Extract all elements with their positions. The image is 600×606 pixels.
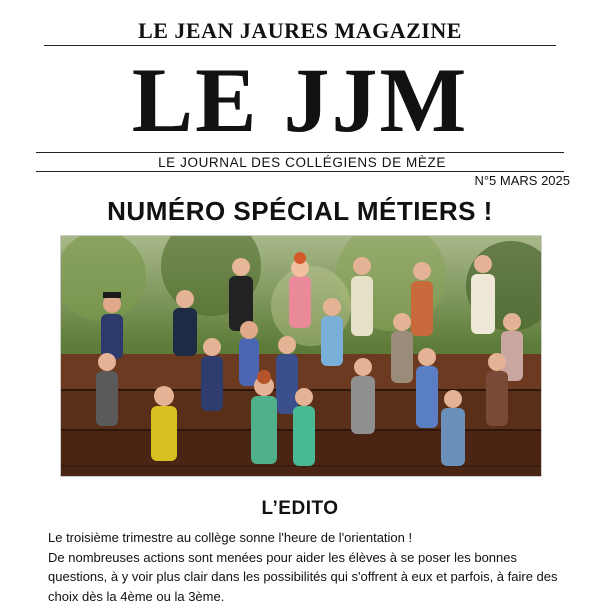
publication-name: LE JEAN JAURES MAGAZINE (138, 18, 462, 43)
edito-title: L’EDITO (261, 498, 339, 519)
edito-paragraph: Le troisième trimestre au collège sonne l'heure de l'orientation ! (48, 530, 413, 545)
cover-photo (60, 235, 542, 477)
top-divider (44, 45, 556, 46)
figurines-photo-icon (61, 236, 541, 476)
subtitle-top-divider (36, 152, 564, 153)
magazine-logo: LE JJM (131, 49, 469, 151)
subtitle-bottom-divider (36, 171, 564, 172)
magazine-subtitle: LE JOURNAL DES COLLÉGIENS DE MÈZE (158, 155, 446, 170)
edito-body (48, 528, 568, 606)
edito-paragraph: De nombreuses actions sont menées pour aider les élèves à se poser les bonnes questions, à y voir plus clair dans les possibilités qui s'offrent à eux et parfois, à faire des choix dès la 4ème ou la 3ème. (48, 549, 558, 604)
issue-number: N°5 MARS 2025 (474, 173, 570, 188)
page-headline: NUMÉRO SPÉCIAL MÉTIERS ! (107, 196, 493, 226)
